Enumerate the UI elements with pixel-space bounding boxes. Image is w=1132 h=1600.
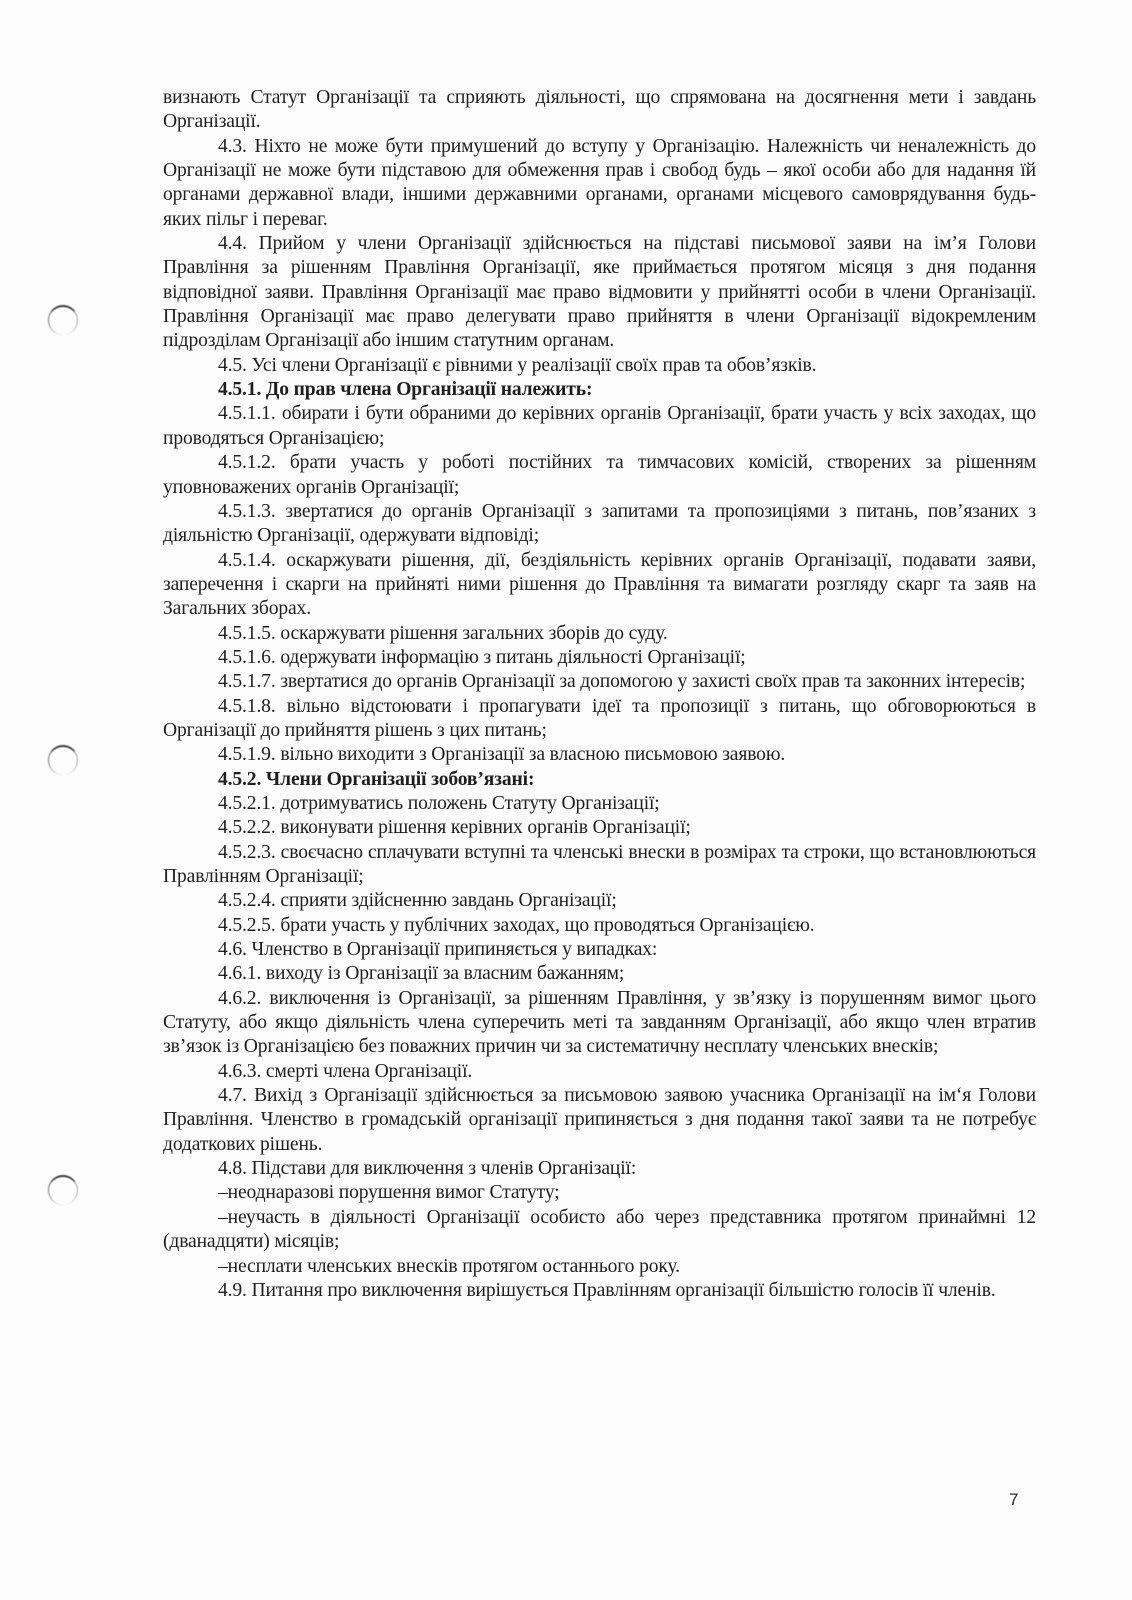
paragraph-4-7: 4.7. Вихід з Організації здійснюється за письмовою заявою учасника Організації на ім‘я Голови Правління. Членство в громадській організації припиняється з дня подання такої заяви та не потребує додаткових рішень.: [163, 1085, 1036, 1155]
paragraph-4-8-b: –неучасть в діяльності Організації особисто або через представника протягом принаймні 12 (дванадцяти) місяців;: [163, 1206, 1036, 1253]
paragraph-4-5-2-5: 4.5.2.5. брати участь у публічних заходах, що проводяться Організацією.: [218, 914, 815, 936]
paragraph-4-4: 4.4. Прийом у члени Організації здійснюється на підставі письмової заяви на ім’я Голови Правління за рішенням Правління Організації, яке приймається протягом місяця з дня подання відповідної заяви. Правління Організації має право відмовити у прийнятті особи в члени Організації. Правління Організації має право делегувати право прийняття в члени Організації відокремленим підрозділам Організації або іншим статутним органам.: [163, 233, 1036, 352]
paragraph-4-5-1-4: 4.5.1.4. оскаржувати рішення, дії, бездіяльність керівних органів Організації, подавати заяви, заперечення і скарги на прийняті ними рішення до Правління та вимагати розгляду скарг та заяв на Загальних зборах.: [163, 549, 1036, 620]
paragraph-4-5-1-7: 4.5.1.7. звертатися до органів Організації за допомогою у захисті своїх прав та законних інтересів;: [218, 671, 1026, 693]
paragraph-4-9: 4.9. Питання про виключення вирішується Правлінням організації більшістю голосів її членів.: [218, 1279, 996, 1301]
paragraph-4-5: 4.5. Усі члени Організації є рівними у реалізації своїх прав та обов’язків.: [218, 354, 817, 376]
paragraph-4-5-1-9: 4.5.1.9. вільно виходити з Організації за власною письмовою заявою.: [218, 744, 786, 766]
punch-hole-mark-top: [48, 305, 78, 335]
paragraph-4-8-a: –неоднаразові порушення вимог Статуту;: [218, 1182, 560, 1204]
paragraph-4-5-1-2: 4.5.1.2. брати участь у роботі постійних та тимчасових комісій, створених за рішенням уповноважених органів Організації;: [163, 452, 1036, 498]
paragraph-4-5-1-3: 4.5.1.3. звертатися до органів Організації з запитами та пропозиціями з питань, пов’язаних з діяльністю Організації, одержувати відповіді;: [163, 500, 1036, 547]
paragraph-4-8: 4.8. Підстави для виключення з членів Організації:: [218, 1158, 637, 1180]
paragraph-4-5-1: 4.5.1. До прав члена Організації належить:: [218, 379, 593, 401]
paragraph-4-5-1-8: 4.5.1.8. вільно відстоювати і пропагувати ідеї та пропозиції з питань, що обговорюються в Організації до прийняття рішень з цих питань;: [163, 695, 1036, 741]
paragraph-4-3: 4.3. Ніхто не може бути примушений до вступу у Організацію. Належність чи неналежність до Організації не може бути підставою для обмеження прав і свобод будь – якої особи або для надання їй органами державної влади, іншими державними органами, органами місцевого самоврядування будь-яких пільг і переваг.: [163, 135, 1036, 230]
paragraph-4-5-2-2: 4.5.2.2. виконувати рішення керівних органів Організації;: [218, 817, 691, 839]
paragraph-continued: визнають Статут Організації та сприяють діяльності, що спрямована на досягнення мети і завдань Організації.: [163, 87, 1036, 133]
paragraph-4-5-1-5: 4.5.1.5. оскаржувати рішення загальних зборів до суду.: [218, 622, 668, 644]
paragraph-4-5-2-4: 4.5.2.4. сприяти здійсненню завдань Організації;: [218, 890, 617, 912]
document-body: [163, 86, 1036, 1303]
paragraph-4-5-1-1: 4.5.1.1. обирати і бути обраними до керівних органів Організації, брати участь у всіх заходах, що проводяться Організацією;: [163, 403, 1036, 449]
paragraph-4-5-1-6: 4.5.1.6. одержувати інформацію з питань діяльності Організації;: [218, 646, 746, 668]
paragraph-4-5-2: 4.5.2. Члени Організації зобов’язані:: [218, 768, 535, 790]
punch-hole-mark-bottom: [48, 1175, 78, 1205]
paragraph-4-6: 4.6. Членство в Організації припиняється у випадках:: [218, 939, 658, 961]
paragraph-4-6-3: 4.6.3. смерті члена Організації.: [218, 1060, 473, 1082]
paragraph-4-6-1: 4.6.1. виходу із Організації за власним бажанням;: [218, 963, 625, 985]
paragraph-4-5-2-1: 4.5.2.1. дотримуватись положень Статуту Організації;: [218, 792, 660, 814]
punch-hole-mark-middle: [48, 745, 78, 775]
paragraph-4-8-c: –несплати членських внесків протягом останнього року.: [218, 1255, 680, 1277]
page-number: 7: [1009, 1490, 1019, 1509]
paragraph-4-6-2: 4.6.2. виключення із Організації, за рішенням Правління, у зв’язку із порушенням вимог цього Статуту, або якщо діяльність члена суперечить меті та завданням Організації, або якщо член втратив зв’язок із Організацією без поважних причин чи за систематичну несплату членських внесків;: [163, 987, 1036, 1058]
paragraph-4-5-2-3: 4.5.2.3. своєчасно сплачувати вступні та членські внески в розмірах та строки, що встановлюються Правлінням Організації;: [163, 841, 1036, 887]
